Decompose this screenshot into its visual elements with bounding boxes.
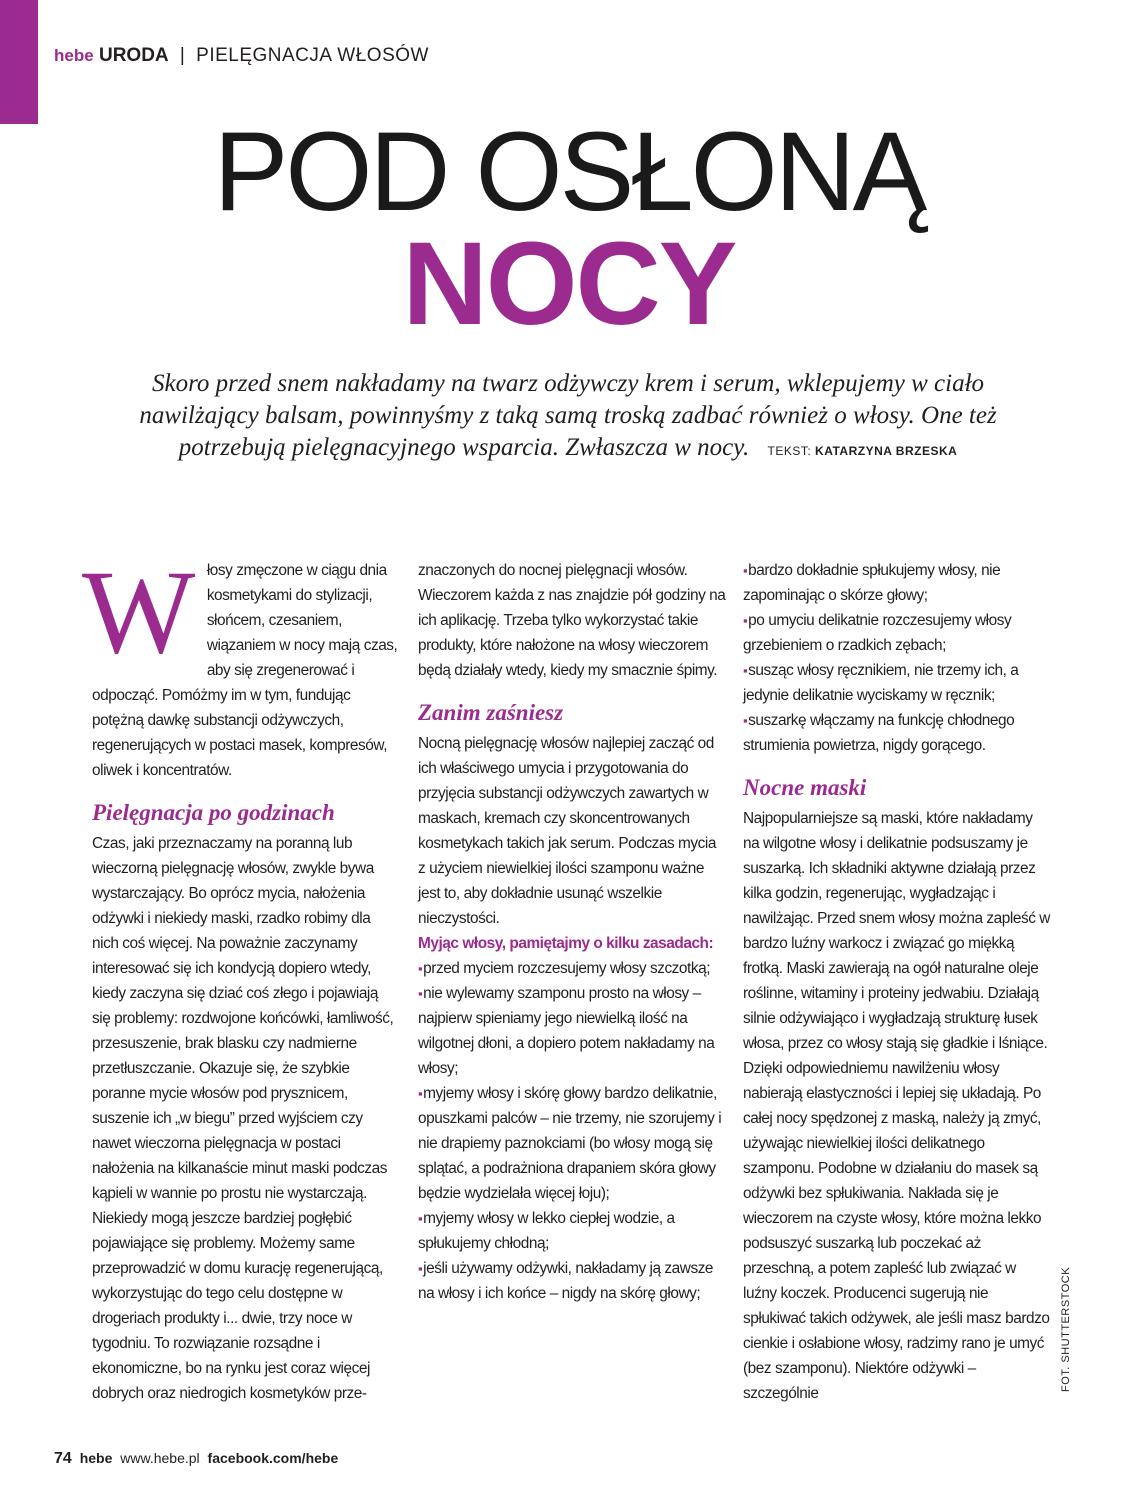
drop-cap: W <box>82 545 195 678</box>
continuation-paragraph: znaczonych do nocnej pielęgnacji włosów. Wieczorem każda z nas znajdzie pół godziny na ich aplikację. Trzeba tylko wykorzystać takie produkty, które nałożone na włosy wieczorem będą działały wtedy, kiedy my smacznie śpimy. <box>418 562 726 679</box>
byline <box>768 444 958 458</box>
header-topic: PIELĘGNACJA WŁOSÓW <box>196 45 429 66</box>
lead-paragraph <box>98 368 1038 467</box>
footer-brand: hebe <box>79 1450 113 1466</box>
list-item: ▪ przed myciem rozczesujemy włosy szczotką; <box>418 956 726 981</box>
list-item: ▪ po umyciu delikatnie rozczesujemy włosy grzebieniem o rzadkich zębach; <box>743 608 1051 658</box>
footer-facebook-link[interactable]: facebook.com/hebe <box>207 1450 339 1466</box>
page-number: 74 <box>54 1450 72 1467</box>
intro-paragraph <box>82 545 400 783</box>
byline-author: KATARZYNA BRZESKA <box>815 444 958 458</box>
list-item: ▪ jeśli używamy odżywki, nakładamy ją zawsze na włosy i ich końce – nigdy na skórę głowy; <box>418 1256 726 1306</box>
header-brand: hebe <box>54 46 94 65</box>
page-footer <box>54 1450 338 1468</box>
footer-website-link[interactable]: www.hebe.pl <box>120 1450 200 1466</box>
article-column-1 <box>82 545 400 1406</box>
byline-label: TEKST: <box>767 444 812 458</box>
list-item: ▪ suszarkę włączamy na funkcję chłodnego strumienia powietrza, nigdy gorącego. <box>743 708 1051 758</box>
list-item: ▪ susząc włosy ręcznikiem, nie trzemy ich, a jedynie delikatnie wyciskamy w ręcznik; <box>743 658 1051 708</box>
list-item: ▪ myjemy włosy w lekko ciepłej wodzie, a spłukujemy chłodną; <box>418 1206 726 1256</box>
list-item: ▪ nie wylewamy szamponu prosto na włosy – najpierw spieniamy jego niewielką ilość na wilgotnej dłoni, a dopiero potem nakładamy na włosy; <box>418 981 726 1081</box>
heading-pielegnacja: Pielęgnacja po godzinach <box>92 800 335 825</box>
body-paragraph-1: Czas, jaki przeznaczamy na poranną lub wieczorną pielęgnację włosów, zwykle bywa wystarczający. Bo oprócz mycia, nałożenia odżywki i niekiedy maski, rzadko robimy dla nich coś więcej. Na poważnie zaczynamy interesować się ich kondycją dopiero wtedy, kiedy zaczyna się dziać coś złego i pojawiają się problemy: rozdwojone końcówki, łamliwość, przesuszenie, brak blasku czy nadmierne przetłuszczanie. Okazuje się, że szybkie poranne mycie włosów pod prysznicem, suszenie ich „w biegu” przed wyjściem czy nawet wieczorna pielęgnacja w postaci nałożenia na kilkanaście minut maski podczas kąpieli w wannie po prostu nie wystarczają. Niekiedy mogą jeszcze bardziej pogłębić pojawiające się problemy. Możemy same przeprowadzić w domu kurację regenerującą, wykorzystując do tego celu dostępne w drogeriach produkty i... dwie, trzy noce w tygodniu. To rozwiązanie rozsądne i ekonomiczne, bo na rynku jest coraz więcej dobrych oraz niedrogich kosmetyków prze- <box>92 835 394 1402</box>
heading-nocne-maski: Nocne maski <box>743 775 867 800</box>
header-separator: | <box>179 45 185 66</box>
heading-zanim-zasniesz: Zanim zaśniesz <box>418 700 564 725</box>
photo-credit: FOT. SHUTTERSTOCK <box>1060 1266 1072 1392</box>
list-item: ▪ myjemy włosy i skórę głowy bardzo delikatnie, opuszkami palców – nie trzemy, nie szorujemy i nie drapiemy paznokciami (bo włosy mogą się splątać, a podrażniona drapaniem skóra głowy będzie wydzielała więcej łoju); <box>418 1081 726 1206</box>
intro-text: łosy zmęczone w ciągu dnia kosmetykami do stylizacji, słońcem, czesaniem, wiązaniem w nocy mają czas, aby się zregenerować i odpocząć. Pomóżmy im w tym, fundując potężną dawkę substancji odżywczych, regenerujących w postaci masek, kompresów, oliwek i koncentratów. <box>92 562 398 779</box>
header-section: URODA <box>98 45 169 66</box>
lead-text: Skoro przed snem nakładamy na twarz odżywczy krem i serum, wklepujemy w ciało nawilżający balsam, powinnyśmy z taką samą troską zadbać również o włosy. One też potrzebują pielęgnacyjnego wsparcia. Zwłaszcza w nocy. <box>139 370 997 461</box>
section-header <box>54 44 429 68</box>
article-column-3 <box>743 558 1051 1406</box>
body-paragraph-3: Najpopularniejsze są maski, które nakładamy na wilgotne włosy i delikatnie podsuszamy je suszarką. Ich składniki aktywne działają przez kilka godzin, regenerując, wygładzając i nawilżając. Przed snem włosy można zapleść w bardzo luźny warkocz i związać go miękką frotką. Maski zawierają na ogół naturalne oleje roślinne, witaminy i proteiny jedwabiu. Działają silnie odżywiająco i wygładzają strukturę łusek włosa, przez co włosy stają się gładkie i lśniące. Dzięki odpowiedniemu nawilżeniu włosy nabierają elastyczności i lepiej się układają. Po całej nocy spędzonej z maską, należy ją zmyć, używając niewielkiej ilości delikatnego szamponu. Podobne w działaniu do masek są odżywki bez spłukiwania. Nakłada się je wieczorem na czyste włosy, które można lekko podsuszyć suszarką lub poczekać aż przeschną, a potem zapleść lub związać w luźny koczek. Producenci sugerują nie spłukiwać takich odżywek, ale jeśli masz bardzo cienkie i osłabione włosy, radzimy rano je umyć (bez szamponu). Niektóre odżywki – szczególnie <box>743 810 1050 1402</box>
list-item: ▪ bardzo dokładnie spłukujemy włosy, nie zapominając o skórze głowy; <box>743 558 1051 608</box>
body-paragraph-2: Nocną pielęgnację włosów najlepiej zacząć od ich właściwego umycia i przygotowania do przyjęcia substancji odżywczych zawartych w maskach, kremach czy skoncentrowanych kosmetykach takich jak serum. Podczas mycia z użyciem niewielkiej ilości szamponu ważne jest to, aby dokładnie usunąć wszelkie nieczystości. <box>418 735 716 927</box>
rules-title: Myjąc włosy, pamiętajmy o kilku zasadach: <box>418 935 714 952</box>
article-column-2 <box>418 558 726 1306</box>
title-line-2: NOCY <box>402 218 736 350</box>
title-line-1: POD OSŁONĄ <box>213 109 925 234</box>
accent-bar <box>0 0 38 124</box>
